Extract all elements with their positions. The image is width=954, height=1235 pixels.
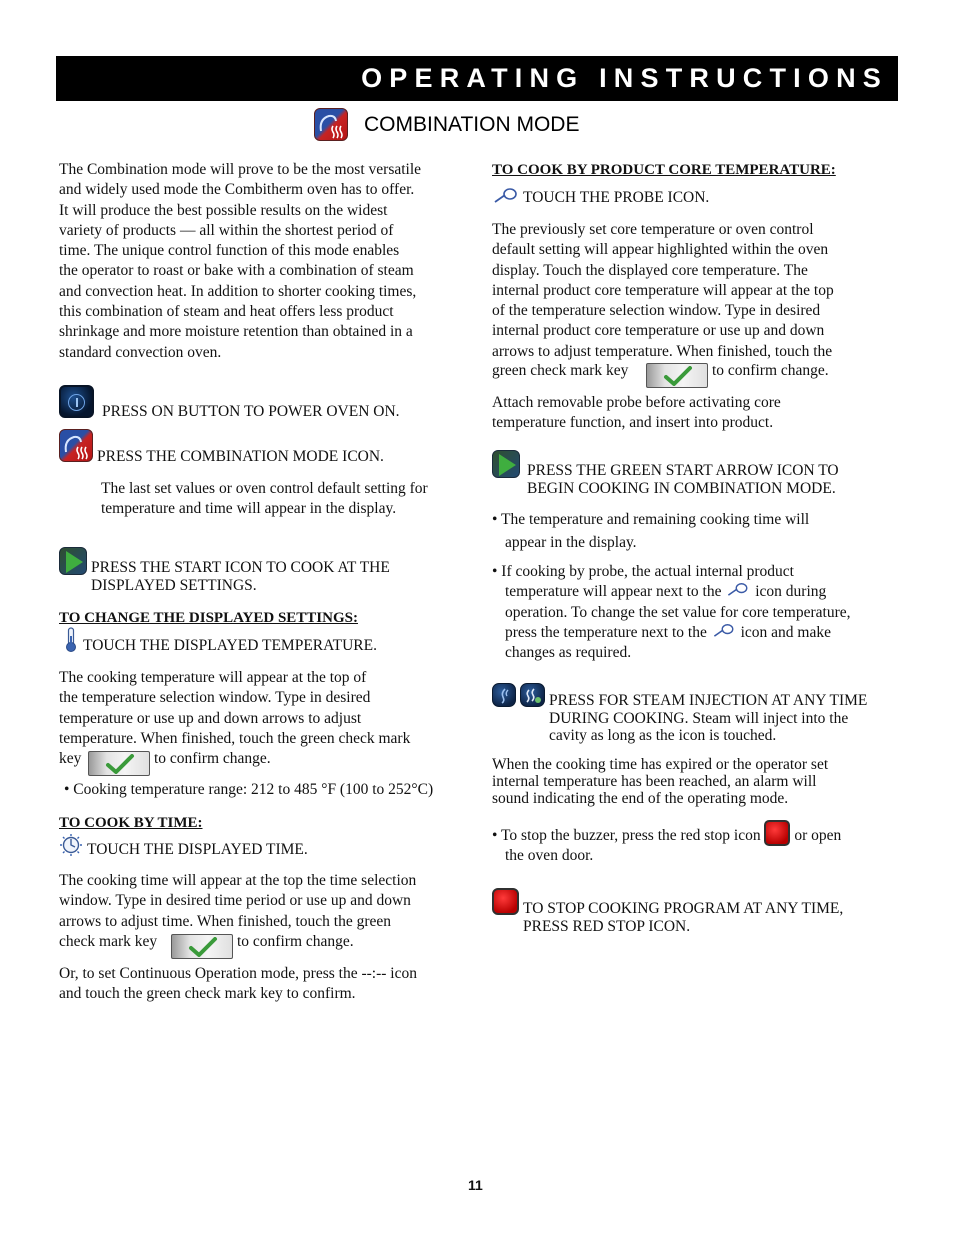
step-steam-text: PRESS FOR STEAM INJECTION AT ANY TIME DURING COOKING. Steam will inject into the cavity as long as the icon is touched. [549, 692, 868, 744]
probe-icon [725, 582, 751, 596]
buzzer-bullet: • To stop the buzzer, press the red stop icon or open the oven door. [492, 820, 902, 867]
thermometer-icon [64, 627, 78, 653]
header-banner [56, 56, 898, 101]
combo-note: The last set values or oven control default setting for temperature and time will appear in the display. [101, 480, 428, 518]
steam-icon [492, 683, 516, 707]
step-start-text: PRESS THE START ICON TO COOK AT THE DISPLAYED SETTINGS. [91, 559, 390, 594]
combination-mode-icon [59, 429, 93, 462]
intro-paragraph: The Combination mode will prove to be the most versatile and widely used mode the Combitherm oven has to offer. It will produce the best possible results on the widest variety of products — all within the shortest period of time. The unique control function of this mode enables the operator to roast or bake with a combination of steam and convection heat. In addition to shorter cooking times, this combination of steam and heat offers less product shrinkage and more moisture retention than obtained in a standard convection oven. [59, 161, 422, 361]
attach-paragraph: Attach removable probe before activating core temperature function, and insert into product. [492, 394, 781, 432]
temp-range-bullet: • Cooking temperature range: 212 to 485 °F (100 to 252°C) [64, 781, 434, 798]
section-title: COMBINATION MODE [364, 113, 580, 136]
probe-heading: TO COOK BY PRODUCT CORE TEMPERATURE: [492, 162, 836, 178]
stop-icon [492, 888, 519, 915]
header-title: OPERATING INSTRUCTIONS [361, 63, 888, 93]
temp-paragraph: The cooking temperature will appear at the top of the temperature selection window. Type in desired temperature or use up and down arrows to adjust temperature. When finished, touch the green check mark [59, 669, 411, 747]
start-icon [59, 547, 87, 575]
step-power-text: PRESS ON BUTTON TO POWER OVEN ON. [102, 403, 400, 420]
probe-icon [711, 623, 737, 637]
continuous-paragraph: Or, to set Continuous Operation mode, press the --:-- icon and touch the green check mark key to confirm. [59, 965, 417, 1003]
combination-mode-icon [314, 108, 348, 141]
step-combo-text: PRESS THE COMBINATION MODE ICON. [97, 448, 384, 465]
check-mark-key-icon [88, 751, 150, 776]
check-mark-key-icon [171, 934, 233, 959]
power-icon [59, 385, 94, 418]
stop-icon [764, 820, 790, 846]
change-settings-heading: TO CHANGE THE DISPLAYED SETTINGS: [59, 610, 358, 626]
cook-by-time-heading: TO COOK BY TIME: [59, 815, 203, 831]
probe-key-pre: green check mark key [492, 362, 629, 379]
page-number: 11 [468, 1177, 483, 1193]
bullet-probe: • If cooking by probe, the actual internal product temperature will appear next to the icon during operation. To change the set value for core temperature, press the temperature next to the icon and make changes as required. [492, 563, 851, 662]
touch-probe-text: TOUCH THE PROBE ICON. [523, 189, 710, 206]
bullet-display: • The temperature and remaining cooking time will appear in the display. [492, 511, 810, 552]
time-key-post: to confirm change. [237, 933, 354, 950]
expired-paragraph: When the cooking time has expired or the operator set internal temperature has been reached, an alarm will sound indicating the end of the operating mode. [492, 756, 829, 808]
temp-key-post: to confirm change. [154, 750, 271, 767]
timer-icon [59, 833, 83, 857]
temp-key-pre: key [59, 750, 82, 767]
probe-icon [494, 187, 518, 203]
step-green-start-text: PRESS THE GREEN START ARROW ICON TO BEGIN COOKING IN COMBINATION MODE. [527, 462, 839, 497]
start-arrow-icon [492, 450, 520, 478]
probe-key-post: to confirm change. [712, 362, 829, 379]
probe-paragraph: The previously set core temperature or oven control default setting will appear highlighted within the oven display. Touch the displayed core temperature. The internal product core temperature will appear at the top of the temperature selection window. Type in desired internal product core temperature or use up and down arrows to adjust temperature. When finished, touch the [492, 221, 834, 360]
time-paragraph: The cooking time will appear at the top the time selection window. Type in desired time period or use up and down arrows to adjust time. When finished, touch the green [59, 872, 417, 930]
check-mark-key-icon [646, 363, 708, 388]
time-key-pre: check mark key [59, 933, 158, 950]
step-stop-text: TO STOP COOKING PROGRAM AT ANY TIME, PRESS RED STOP ICON. [523, 900, 844, 935]
touch-time-text: TOUCH THE DISPLAYED TIME. [87, 841, 308, 858]
touch-temp-text: TOUCH THE DISPLAYED TEMPERATURE. [83, 637, 377, 654]
steam-injection-icon [520, 683, 545, 707]
